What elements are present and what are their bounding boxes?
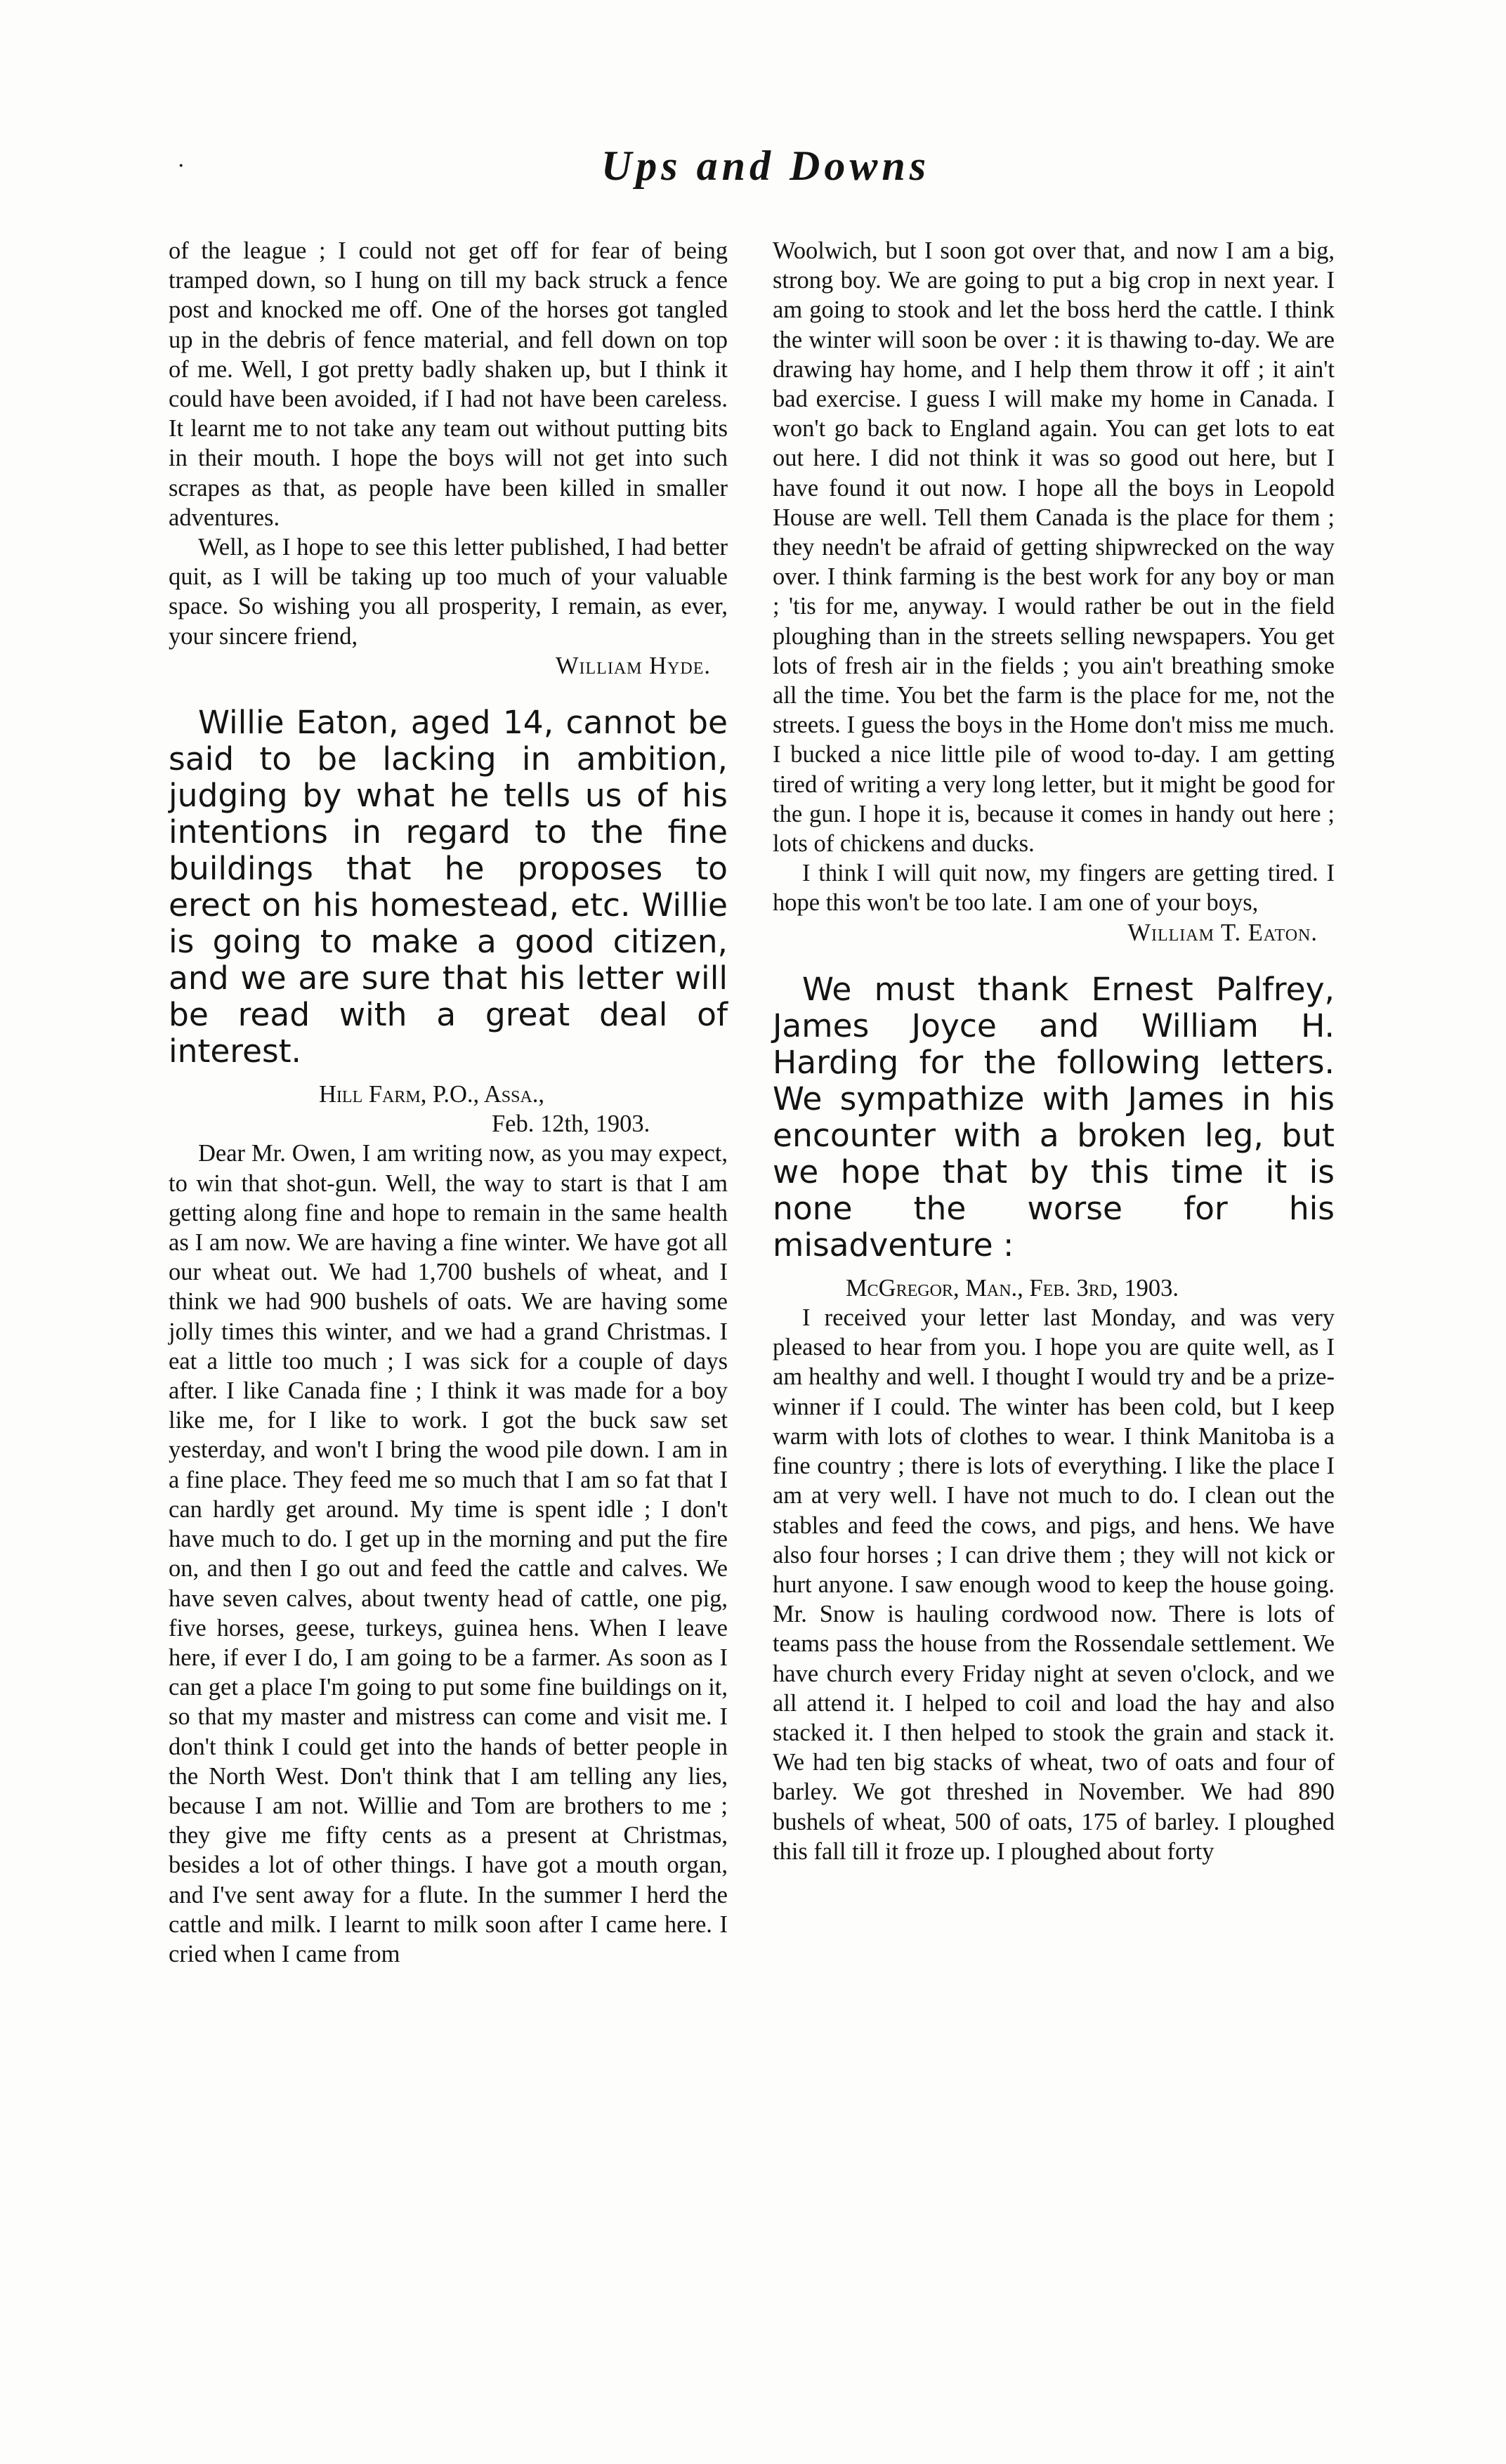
running-head: Ups and Downs: [601, 143, 931, 189]
palfrey-dateline: McGregor, Man., Feb. 3rd, 1903.: [846, 1274, 1179, 1302]
eaton-dateline-date: Feb. 12th, 1903.: [492, 1110, 650, 1138]
eaton-letter-continued: Woolwich, but I soon got over that, and now I am a big, strong boy. We are going to put a big crop in next year. I am going to stook and let the boss herd the cattle. I think the winter will soon be over : it is thawing to-day. We are drawing hay home, and I help them throw it off ; it ain't bad exercise. I guess I will make my home in Canada. I won't go back to England again. You can get lots to eat out here. I did not think it was so good out here, but I have found it out now. I hope all the boys in Leopold House are well. Tell them Canada is the place for them ; they needn't be afraid of getting shipwrecked on the way over. I think farming is the best work for any boy or man ; 'tis for me, anyway. I would rather be out in the field ploughing than in the streets selling newspapers. You get lots of fresh air in the fields ; you ain't breathing smoke all the time. You bet the farm is the place for me, not the streets. I guess the boys in the Home don't miss me much. I bucked a nice little pile of wood to-day. I am getting tired of writing a very long letter, but it might be good for the gun. I hope it is, because it comes in handy out here ; lots of chickens and ducks.: [773, 237, 1335, 858]
eaton-signature: William T. Eaton.: [1127, 919, 1318, 946]
right-column: [773, 236, 1335, 1866]
left-column: [169, 236, 728, 1969]
palfrey-letter-body: I received your letter last Monday, and was very pleased to hear from you. I hope you are quite well, as I am healthy and well. I thought I would try and be a prize-winner if I could. The winter has been cold, but I keep warm with lots of clothes to wear. I think Manitoba is a fine country ; there is lots of everything. I like the place I am at very well. I have not much to do. I clean out the stables and feed the cows, and pigs, and hens. We have also four horses ; I can drive them ; they will not kick or hurt anyone. I saw enough wood to keep the house going. Mr. Snow is hauling cordwood now. There is lots of teams pass the house from the Rossendale settlement. We have church every Friday night at seven o'clock, and we all attend it. I helped to coil and load the hay and also stacked it. I then helped to stook the grain and stack it. We had ten big stacks of wheat, two of oats and four of barley. We got threshed in November. We had 890 bushels of wheat, 500 of oats, 175 of barley. I ploughed this fall till it froze up. I ploughed about forty: [773, 1304, 1335, 1865]
palfrey-editorial-intro: We must thank Ernest Palfrey, James Joyce and William H. Harding for the following letters. We sympathize with James in his encounter with a broken leg, but we hope that by this time it is none the worse for his misadventure :: [773, 970, 1335, 1264]
page-mark: ·: [178, 154, 185, 178]
eaton-letter-body: Dear Mr. Owen, I am writing now, as you may expect, to win that shot-gun. Well, the way to start is that I am getting along fine and hope to remain in the same health as I am now. We are having a fine winter. We have got all our wheat out. We had 1,700 bushels of wheat, and I think we had 900 bushels of oats. We are having some jolly times this winter, and we had a grand Christmas. I eat a little too much ; I was sick for a couple of days after. I like Canada fine ; I think it was made for a boy like me, for I like to work. I got the buck saw set yesterday, and won't I bring the wood pile down. I am in a fine place. They feed me so much that I am so fat that I can hardly get around. My time is spent idle ; I don't have much to do. I get up in the morning and put the fire on, and then I go out and feed the cattle and calves. We have seven calves, about twenty head of cattle, one pig, five horses, geese, turkeys, guinea hens. When I leave here, if ever I do, I am going to be a farmer. As soon as I can get a place I'm going to put some fine buildings on it, so that my master and mistress can come and visit me. I don't think I could get into the hands of better people in the North West. Don't think that I am telling any lies, because I am not. Willie and Tom are brothers to me ; they give me fifty cents as a present at Christmas, besides a lot of other things. I have got a mouth organ, and I've sent away for a flute. In the summer I herd the cattle and milk. I learnt to milk soon after I came here. I cried when I came from: [169, 1140, 728, 1967]
hyde-signature: William Hyde.: [555, 652, 711, 679]
eaton-letter-closing: I think I will quit now, my fingers are getting tired. I hope this won't be too late. I am one of your boys,: [773, 860, 1335, 917]
hyde-letter-closing: Well, as I hope to see this letter published, I had better quit, as I will be taking up too much of your valuable space. So wishing you all prosperity, I remain, as ever, your sincere friend,: [169, 534, 728, 650]
eaton-editorial-intro: Willie Eaton, aged 14, cannot be said to be lacking in ambition, judging by what he tells us of his intentions in regard to the fine buildings that he proposes to erect on his homestead, etc. Willie is going to make a good citizen, and we are sure that his letter will be read with a great deal of interest.: [169, 704, 728, 1070]
eaton-dateline-place: Hill Farm, P.O., Assa.,: [319, 1081, 545, 1108]
hyde-letter-paragraph: of the league ; I could not get off for fear of being tramped down, so I hung on till my back struck a fence post and knocked me off. One of the horses got tangled up in the debris of fence material, and fell down on top of me. Well, I got pretty badly shaken up, but I think it could have been avoided, if I had not have been careless. It learnt me to not take any team out without putting bits in their mouth. I hope the boys will not get into such scrapes as that, as people have been killed in smaller adventures.: [169, 237, 728, 531]
